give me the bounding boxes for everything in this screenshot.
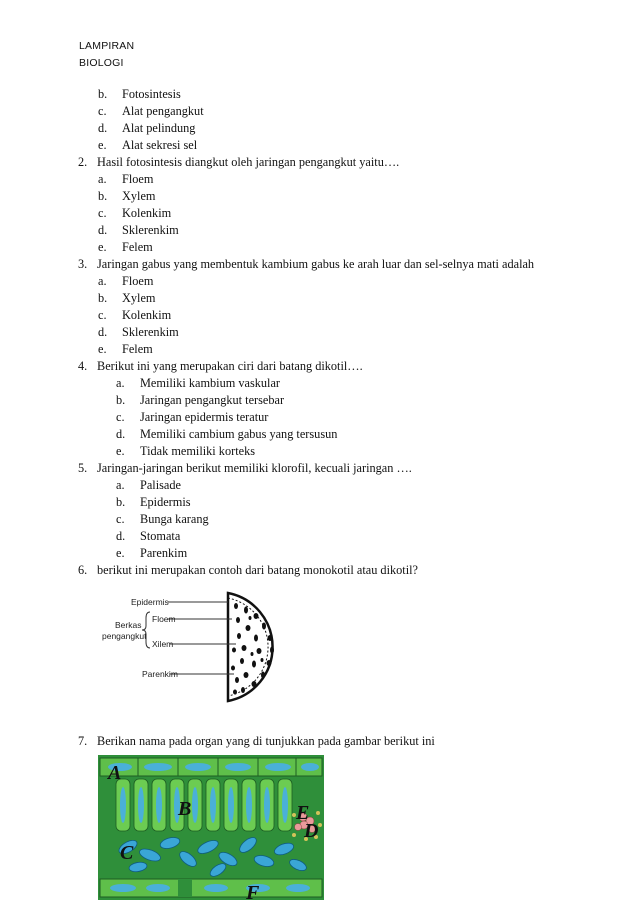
option: e. Felem <box>98 342 153 356</box>
option: b. Fotosintesis <box>98 87 181 101</box>
label-c: C <box>120 842 134 864</box>
label-floem: Floem <box>152 614 176 624</box>
option: b. Xylem <box>98 189 156 203</box>
question-text: 2. Hasil fotosintesis diangkut oleh jaringan pengangkut yaitu…. <box>78 155 400 169</box>
option: d. Sklerenkim <box>98 223 179 237</box>
option: c. Kolenkim <box>98 206 172 220</box>
label-epidermis: Epidermis <box>131 597 169 607</box>
option: c. Kolenkim <box>98 308 172 322</box>
stem-cross-section-figure <box>96 588 296 703</box>
brace <box>142 612 150 648</box>
lower-epidermis <box>100 879 322 897</box>
option: a. Memiliki kambium vaskular <box>116 376 281 390</box>
question-text: 4. Berikut ini yang merupakan ciri dari batang dikotil…. <box>78 359 363 373</box>
label-a: A <box>108 762 122 784</box>
label-pengangkut: pengangkut <box>102 631 147 641</box>
header-lampiran: LAMPIRAN <box>79 40 135 52</box>
option: b. Jaringan pengangkut tersebar <box>116 393 285 407</box>
option: a. Floem <box>98 172 154 186</box>
label-xilem: Xilem <box>152 639 174 649</box>
option: b. Epidermis <box>116 495 191 509</box>
question-text: 5. Jaringan-jaringan berikut memiliki klorofil, kecuali jaringan …. <box>78 461 412 475</box>
option: a. Palisade <box>116 478 181 492</box>
option: e. Alat sekresi sel <box>98 138 198 152</box>
option: e. Felem <box>98 240 153 254</box>
question-text: 3. Jaringan gabus yang membentuk kambium gabus ke arah luar dan sel-selnya mati adalah <box>78 257 535 271</box>
question-text: 6. berikut ini merupakan contoh dari batang monokotil atau dikotil? <box>78 563 419 577</box>
label-e: E <box>296 802 310 824</box>
label-b: B <box>178 798 192 820</box>
option: c. Bunga karang <box>116 512 209 526</box>
label-d: D <box>304 820 319 842</box>
leaf-cross-section-figure <box>98 755 324 900</box>
option: d. Memiliki cambium gabus yang tersusun <box>116 427 338 441</box>
label-parenkim: Parenkim <box>142 669 178 679</box>
option: d. Stomata <box>116 529 181 543</box>
option: b. Xylem <box>98 291 156 305</box>
option: d. Alat pelindung <box>98 121 196 135</box>
label-berkas: Berkas <box>115 620 142 630</box>
question-text: 7. Berikan nama pada organ yang di tunjukkan pada gambar berikut ini <box>78 734 435 748</box>
option: c. Alat pengangkut <box>98 104 204 118</box>
header-biologi: BIOLOGI <box>79 57 124 69</box>
label-f: F <box>246 882 260 900</box>
option: e. Parenkim <box>116 546 188 560</box>
upper-epidermis <box>100 758 322 776</box>
option: c. Jaringan epidermis teratur <box>116 410 269 424</box>
option: a. Floem <box>98 274 154 288</box>
option: d. Sklerenkim <box>98 325 179 339</box>
option: e. Tidak memiliki korteks <box>116 444 256 458</box>
leader-lines <box>168 602 236 674</box>
